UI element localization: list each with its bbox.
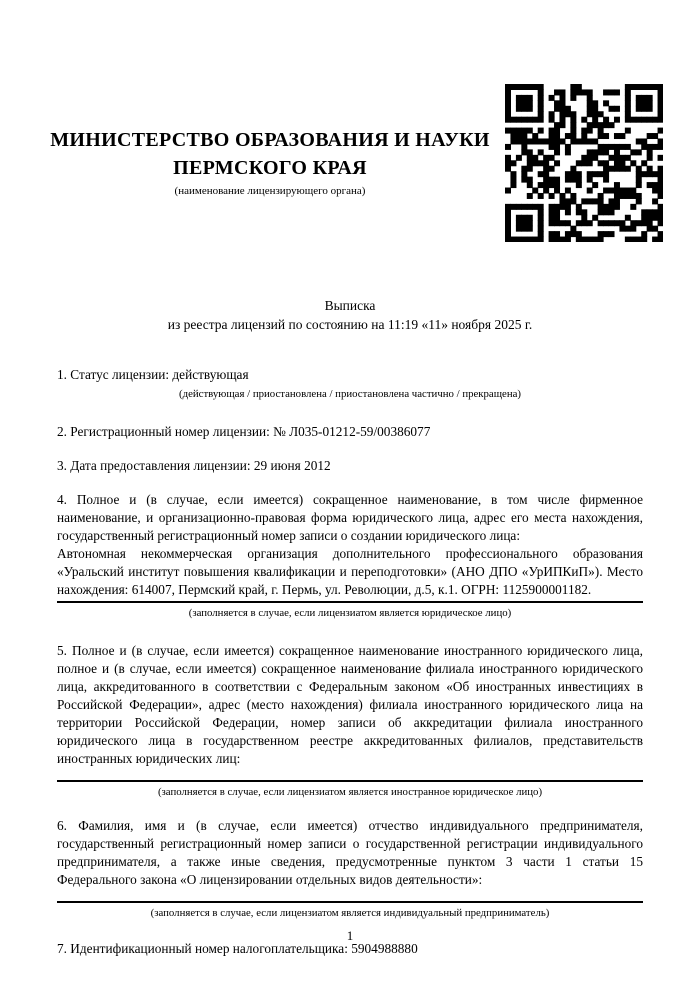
licensing-authority-header <box>40 126 500 197</box>
item-legal-entity <box>57 491 643 620</box>
licensing-authority-caption: (наименование лицензирующего органа) <box>174 185 366 197</box>
grant-date-text: 3. Дата предоставления лицензии: 29 июня 2012 <box>57 458 331 473</box>
individual-entrepreneur-fill-rule <box>57 901 643 903</box>
legal-entity-fill-rule <box>57 601 643 603</box>
document-body <box>57 296 643 958</box>
item-foreign-entity <box>57 642 643 799</box>
item-grant-date <box>57 457 643 475</box>
document-title-line2: из реестра лицензий по состоянию на 11:19 «11» ноября 2025 г. <box>167 317 533 332</box>
legal-entity-fill-caption: (заполняется в случае, если лицензиатом является юридическое лицо) <box>188 607 512 619</box>
qr-code-icon <box>505 84 663 242</box>
ministry-title-line2: ПЕРМСКОГО КРАЯ <box>173 157 367 179</box>
ministry-title <box>40 126 500 182</box>
individual-entrepreneur-question: 6. Фамилия, имя и (в случае, если имеется) отчество индивидуального предпринимателя, государственный регистрационный номер записи о государственной регистрации индивидуального предпринимателя, а также иные сведения, предусмотренные пунктом 3 части 1 статьи 15 Федерального закона «О лицензировании отдельных видов деятельности»: <box>57 818 643 887</box>
item-individual-entrepreneur <box>57 817 643 920</box>
foreign-entity-fill-caption: (заполняется в случае, если лицензиатом является иностранное юридическое лицо) <box>157 786 543 798</box>
legal-entity-answer: Автономная некоммерческая организация дополнительного профессионального образования «Уральский институт повышения квалификации и переподготовки» (АНО ДПО «УрИПКиП»). Место нахождения: 614007, Пермский край, г. Пермь, ул. Революции, д.5, к.1. ОГРН: 1125900001182. <box>57 546 643 597</box>
license-status-options-caption: (действующая / приостановлена / приостановлена частично / прекращена) <box>179 388 521 400</box>
legal-entity-question: 4. Полное и (в случае, если имеется) сокращенное наименование, в том числе фирменное наименование, и организационно-правовая форма юридического лица, адрес его места нахождения, государственный регистрационный номер записи о создании юридического лица: <box>57 492 643 543</box>
page-number: 1 <box>346 928 354 943</box>
document-title <box>57 296 643 334</box>
foreign-entity-fill-rule <box>57 780 643 782</box>
license-status-text: 1. Статус лицензии: действующая <box>57 367 249 382</box>
ministry-title-line1: МИНИСТЕРСТВО ОБРАЗОВАНИЯ И НАУКИ <box>50 129 490 151</box>
item-license-status <box>57 366 643 401</box>
item-registration-number <box>57 423 643 441</box>
taxpayer-number-text: 7. Идентификационный номер налогоплательщика: 5904988880 <box>57 941 418 956</box>
registration-number-text: 2. Регистрационный номер лицензии: № Л035-01212-59/00386077 <box>57 424 431 439</box>
foreign-entity-question: 5. Полное и (в случае, если имеется) сокращенное наименование иностранного юридического лица, полное и (в случае, если имеется) сокращенное наименование филиала иностранного юридического лица, аккредитованного в соответствии с Федеральным законом «Об иностранных инвестициях в Российской Федерации», адрес (место нахождения) филиала иностранного юридического лица на территории Российской Федерации, номер записи об аккредитации филиала иностранного юридического лица в государственном реестре аккредитованных филиалов, представительств иностранных юридических лиц: <box>57 643 643 766</box>
individual-entrepreneur-fill-caption: (заполняется в случае, если лицензиатом является индивидуальный предприниматель) <box>150 907 550 919</box>
document-title-line1: Выписка <box>324 298 376 313</box>
